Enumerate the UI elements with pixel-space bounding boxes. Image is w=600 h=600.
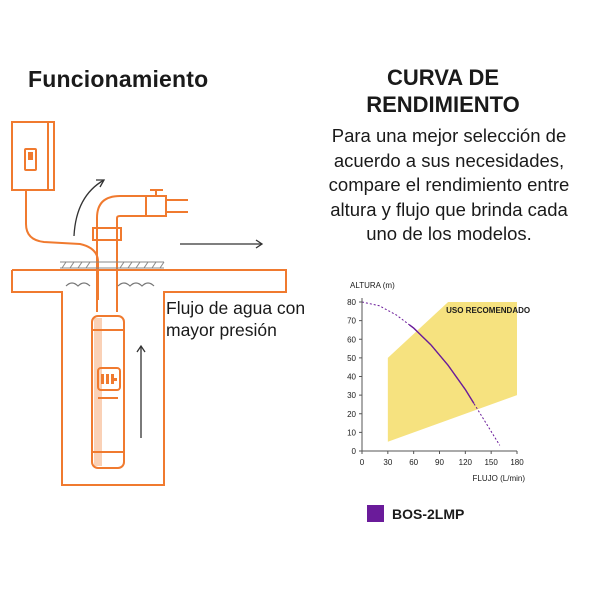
y-axis-label: ALTURA (m) [350, 281, 395, 290]
y-tick-label: 50 [347, 353, 356, 363]
y-tick-label: 60 [347, 335, 356, 345]
ground-hatch [60, 262, 164, 268]
chart-legend [367, 505, 464, 522]
valve-body [146, 196, 166, 216]
legend-label: BOS-2LMP [392, 505, 465, 522]
flow-caption-line1: Flujo de agua con [166, 298, 306, 318]
x-tick-label: 60 [409, 458, 419, 467]
x-tick-label: 150 [484, 458, 498, 467]
chart-description: Para una mejor selección de acuerdo a sus necesidades, compare el rendimiento entre altura y flujo que brinda cada uno de los modelos. [328, 125, 570, 244]
legend-swatch [367, 505, 384, 522]
power-switch-icon [25, 149, 36, 170]
performance-chart [330, 270, 530, 490]
y-tick-label: 30 [347, 391, 356, 401]
y-tick-label: 70 [347, 316, 356, 326]
y-tick-label: 10 [347, 428, 356, 438]
flow-caption-line2: mayor presión [166, 320, 277, 340]
x-tick-label: 90 [435, 458, 444, 467]
x-tick-label: 0 [359, 458, 365, 467]
flow-caption [166, 297, 305, 341]
left-title: Funcionamiento [28, 66, 209, 92]
y-tick-label: 0 [351, 447, 356, 456]
chart-section-title [318, 64, 568, 118]
y-tick-label: 80 [347, 298, 356, 307]
water-waves [66, 283, 154, 286]
chart-title-line1: CURVA DE [386, 65, 500, 90]
y-tick-label: 20 [347, 409, 356, 419]
x-tick-label: 30 [383, 458, 393, 467]
recommended-zone-label: USO RECOMENDADO [446, 306, 530, 315]
x-tick-label: 120 [458, 458, 473, 467]
y-tick-label: 40 [347, 372, 356, 382]
chart-title-line2: RENDIMIENTO [366, 92, 520, 117]
x-tick-label: 180 [510, 458, 524, 467]
x-axis-label: FLUJO (L/min) [472, 474, 525, 483]
